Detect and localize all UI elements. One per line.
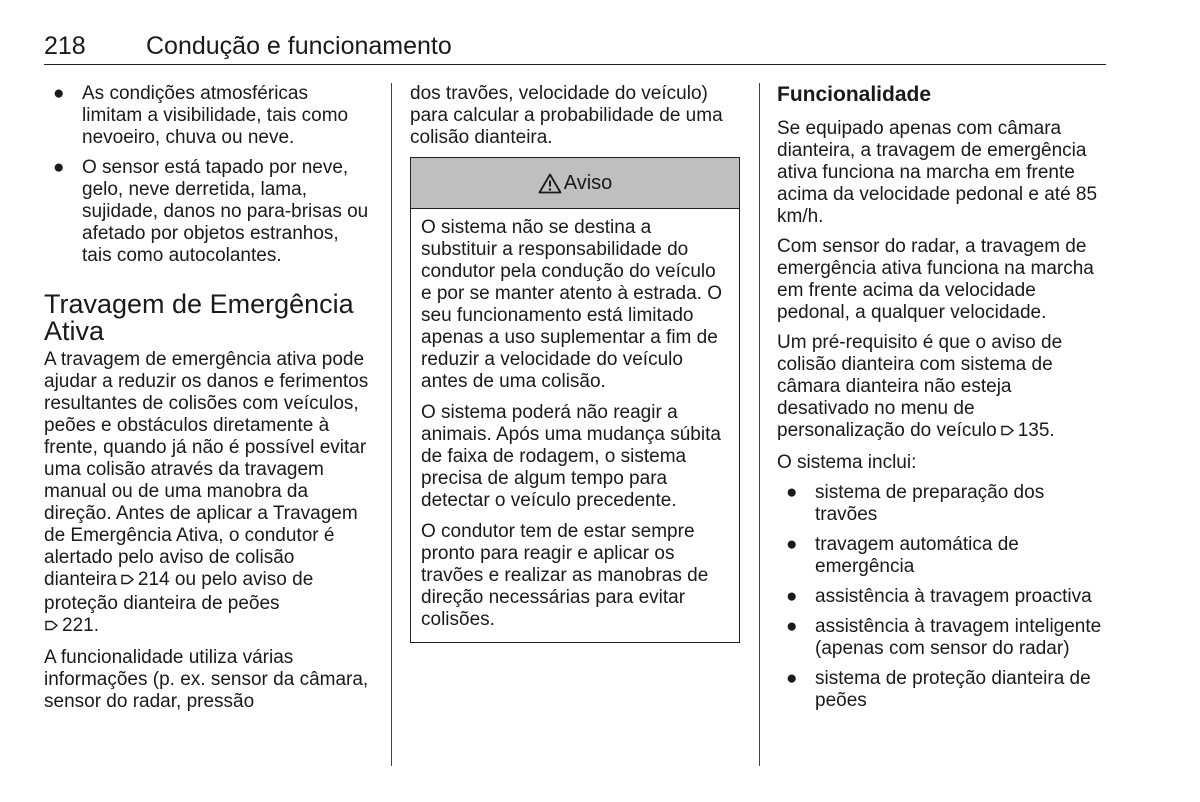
column-right	[777, 83, 1107, 720]
list-item	[777, 534, 1107, 578]
column-divider	[391, 83, 392, 766]
paragraph: Se equipado apenas com câmara dianteira, a travagem de emergência ativa funciona na marcha em frente acima da velocidade pedonal e até 85 km/h.	[777, 118, 1098, 227]
list-item-text: As condições atmosféricas limitam a visibilidade, tais como nevoeiro, chuva ou neve.	[82, 83, 349, 148]
warning-body	[411, 209, 739, 642]
warning-paragraph: O condutor tem de estar sempre pronto para reagir e aplicar os travões e realizar as manobras de direção necessárias para evitar colisões.	[421, 521, 709, 630]
list-item	[44, 157, 372, 267]
paragraph-text: .	[1049, 420, 1055, 441]
column-divider	[759, 83, 760, 766]
list-item-text: assistência à travagem proactiva	[815, 586, 1092, 607]
section-heading: Travagem de Emergência Ativa	[44, 289, 354, 346]
list-item-text: assistência à travagem inteligente (apenas com sensor do radar)	[815, 616, 1102, 659]
subsection-heading: Funcionalidade	[777, 83, 932, 106]
list-item	[777, 586, 1107, 608]
chapter-title: Condução e funcionamento	[146, 32, 452, 60]
page-reference[interactable]: 221	[62, 615, 94, 636]
page-header	[44, 30, 1106, 65]
bullet-icon: ●	[786, 616, 798, 637]
list-item-text: O sensor está tapado por neve, gelo, neve derretida, lama, sujidade, danos no para-brisas ou afetado por objetos estranhos, tais como autocolantes.	[82, 157, 369, 266]
warning-box	[410, 157, 740, 643]
column-left	[44, 83, 372, 721]
paragraph-text: A travagem de emergência ativa pode ajudar a reduzir os danos e ferimentos resultantes de colisões com veículos, peões e obstáculos diretamente à frente, quando já não é possível evitar uma colisão através da travagem manual ou de uma manobra da direção. Antes de aplicar a Travagem de Emergência Ativa, o condutor é alertado pelo aviso de colisão dianteira	[44, 349, 369, 590]
paragraph-text: Um pré-requisito é que o aviso de colisão dianteira com sistema de câmara dianteira não esteja desativado no menu de personalização do veículo	[777, 332, 1063, 441]
warning-header	[411, 158, 739, 209]
bullet-icon: ●	[786, 586, 798, 607]
paragraph: Com sensor do radar, a travagem de emergência ativa funciona na marcha em frente acima da velocidade pedonal, a qualquer velocidade.	[777, 236, 1094, 323]
list-item	[777, 668, 1107, 712]
conditions-list	[44, 83, 372, 267]
paragraph-text: .	[93, 615, 99, 636]
paragraph: A funcionalidade utiliza várias informações (p. ex. sensor da câmara, sensor do radar, pressão	[44, 647, 369, 712]
paragraph: dos travões, velocidade do veículo) para calcular a probabilidade de uma colisão dianteira.	[410, 83, 723, 148]
warning-triangle-icon	[538, 173, 562, 194]
warning-paragraph: O sistema não se destina a substituir a responsabilidade do condutor pela condução do veículo e por se manter atento à estrada. O seu funcionamento está limitado apenas a uso suplementar a fim de reduzir a velocidade do veículo antes de uma colisão.	[421, 217, 723, 392]
page-number: 218	[44, 32, 86, 60]
column-middle	[410, 83, 740, 643]
bullet-icon: ●	[786, 482, 798, 503]
page-reference-icon	[1000, 422, 1015, 444]
page-reference[interactable]: 214	[137, 569, 170, 590]
paragraph	[777, 332, 1107, 444]
bullet-icon: ●	[786, 534, 798, 555]
intro-paragraph	[44, 349, 372, 639]
list-item	[777, 482, 1107, 526]
page-reference-icon	[44, 617, 59, 639]
paragraph-text: ou pelo aviso de proteção dianteira de peões	[44, 569, 314, 614]
list-item-text: sistema de preparação dos travões	[815, 482, 1045, 525]
page-reference-icon	[120, 571, 135, 593]
features-list	[777, 482, 1107, 712]
list-item	[44, 83, 372, 149]
paragraph: O sistema inclui:	[777, 452, 917, 473]
bullet-icon: ●	[53, 83, 65, 104]
warning-paragraph: O sistema poderá não reagir a animais. Após uma mudança súbita de faixa de rodagem, o sistema precisa de algum tempo para detectar o veículo precedente.	[421, 402, 721, 511]
list-item-text: travagem automática de emergência	[815, 534, 1019, 577]
bullet-icon: ●	[53, 157, 65, 178]
list-item-text: sistema de proteção dianteira de peões	[815, 668, 1091, 711]
page-reference[interactable]: 135	[1017, 420, 1050, 441]
bullet-icon: ●	[786, 668, 798, 689]
list-item	[777, 616, 1107, 660]
warning-title: Aviso	[563, 172, 613, 194]
